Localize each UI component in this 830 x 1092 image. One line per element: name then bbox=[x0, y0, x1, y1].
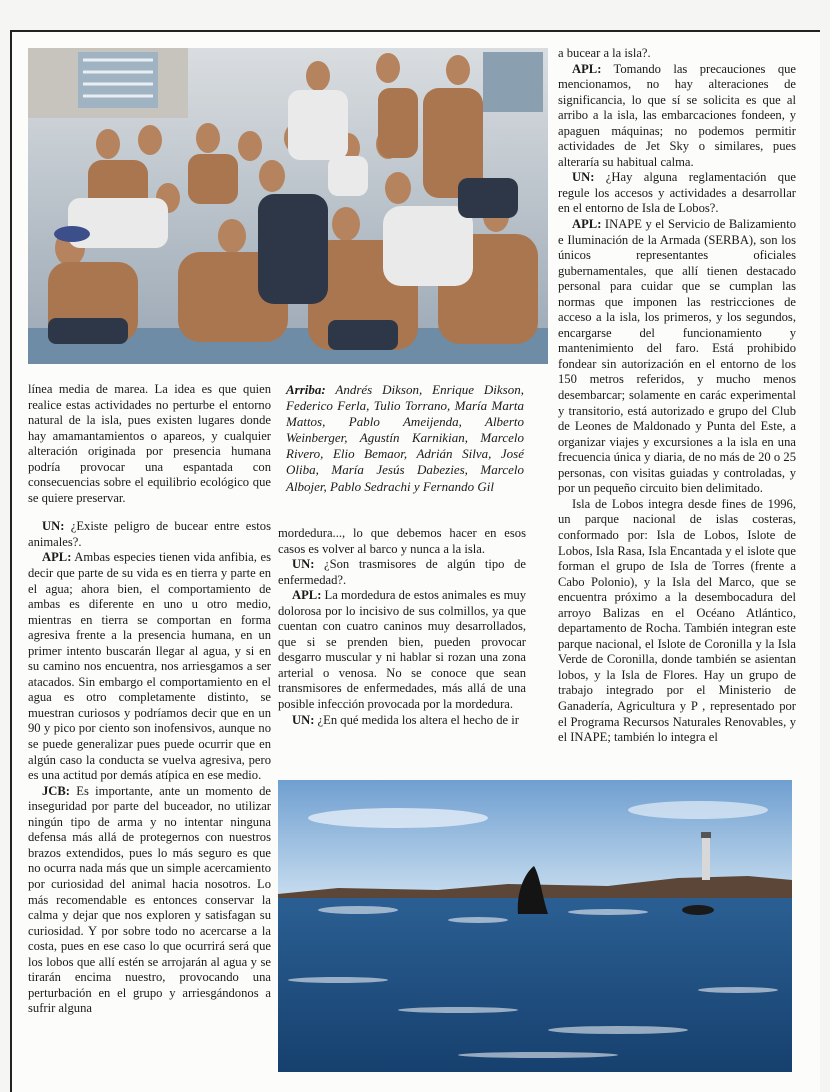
answer-paragraph bbox=[558, 62, 796, 171]
speaker-tag: JCB: bbox=[42, 783, 70, 798]
speaker-tag: UN: bbox=[42, 519, 65, 534]
paragraph-text: La mordedura de estos animales es muy dolorosa por lo incisivo de sus colmillos, ya que cuentan con cuatro caninos muy desarrollados, que si se prenden bien, pueden provocar desgarro muscular y ni hablar si rozan una zona arterial o venosa. No se conoce que sean transmisores de enfermedades, más allá de una posible infección provocada por la mordedura. bbox=[278, 588, 526, 712]
photo-caption bbox=[286, 382, 524, 495]
paragraph: línea media de marea. La idea es que quien realice estas actividades no perturbe el entorno natural de la isla, pues existen lugares donde hay amamantamientos o apareos, y cualquier alteración originada por presencia humana podría provocar una espantada con consecuencias sobre el equilibrio ecológico que se quiere preservar. bbox=[28, 382, 271, 505]
paragraph-text: Tomando las precauciones que mencionamos, no hay alteraciones de significancia, lo que sí se solicita es que al arribo a la isla, las embarcaciones fondeen, y apaguen máquinas; no podemos permitir actividades de Jet Sky o similares, pues alteraría su habitual calma. bbox=[558, 61, 796, 169]
paragraph-text: ¿Son trasmisores de algún tipo de enfermedad?. bbox=[278, 557, 526, 587]
paragraph-text: Ambas especies tienen vida anfibia, es decir que parte de su vida es en tierra y parte en el agua; ahora bien, el comportamiento de ambas es diferente en uno u otro medio, mientras en tierra se comportan en forma agresiva frente a la presencia humana, en un primer intento buscarán llegar al agua, y si en su camino nos encuentra, nos arriesgamos a ser atacados. Sin embargo el comportamiento en el agua es otro completamente distinto, se muestran curiosos y podríamos decir que en un 90 y pico por ciento son inofensivos, aunque no se puede generalizar pues puede ocurrir que en algún caso la conducta se vuelva agresiva, pero es una actitud por demás atípica en ese medio. bbox=[28, 550, 271, 783]
paragraph-text: INAPE y el Servicio de Balizamiento e Iluminación de la Armada (SERBA), son los únicos representantes oficiales gubernamentales, que allí tienen destacado personal para cuidar que se cumplan las normas que imponen las restricciones de acceso a la isla, los primeros, y los segundos, encargarse del funcionamiento y mantenimiento del faro. Está prohibido fondear sin autorización en el entorno de los 150 metros referidos, y mucho menos desembarcar; solamente en carác experimental y transitorio, está autorizado e grupo del Club de Leones de Maldonado y Punta del Este, a organizar viajes y excursiones a la isla en una frecuencia única y diaria, de no más de 20 o 25 personas, con visitas guiadas y controladas, y por un pequeño circuito bien delimitado. bbox=[558, 217, 796, 496]
question-paragraph bbox=[278, 713, 526, 729]
caption-text: Andrés Dikson, Enrique Dikson, Federico Ferla, Tulio Torrano, María Marta Mattos, Pablo Ameijenda, Alberto Weinberger, Agustín Karnikian, Marcelo Rivero, Elio Bemaor, Adrián Silva, José Oliba, María Jesús Dabezies, Marcelo Albojer, Pablo Sedrachi y Fernando Gil bbox=[286, 382, 524, 494]
answer-paragraph bbox=[278, 588, 526, 712]
question-paragraph bbox=[558, 170, 796, 217]
answer-paragraph bbox=[558, 217, 796, 497]
paragraph-text: ¿Hay alguna reglamentación que regule los accesos y actividades a desarrollar en el entorno de Isla de Lobos?. bbox=[558, 170, 796, 216]
group-photo-icon bbox=[28, 48, 548, 364]
article-column-middle bbox=[278, 526, 526, 728]
paragraph: Isla de Lobos integra desde fines de 1996, un parque nacional de islas costeras, conformado por: Isla de Lobos, Islote de Lobos, Isla Rasa, Isla Encantada y el islote que forman el grupo de Isla de Torres (frente a Cabo Polonio), y la Isla del Marco, que se encuentra próximo a la desembocadura del arroyo Balizas en el Océano Atlántico, departamento de Rocha. También integran este parque nacional, el Islote de Coronilla y la Isla Verde de Coronilla, donde también se asientan lobos, y la Isla de Flores. Hay un grupo de trabajo integrado por el Ministerio de Ganadería, Agricultura y P , representado por el Programa Recursos Naturales Renovables, y el INAPE; también lo integra el bbox=[558, 496, 796, 745]
paragraph: a bucear a la isla?. bbox=[558, 46, 651, 60]
speaker-tag: APL: bbox=[292, 588, 322, 603]
speaker-tag: UN: bbox=[292, 557, 315, 572]
paragraph-text: Es importante, ante un momento de inseguridad por parte del buceador, no utilizar ningún tipo de arma y no intentar ninguna defensa más allá de protegernos con nuestros brazos extendidos, pues lo más seguro es que no ocurra nada más que un simple acercamiento por curiosidad del animal hacia nosotros. Lo más recomendable es entonces conservar la calma y dejar que nos exploren y satisfagan su curiosidad. Y por sobre todo no acercarse a la costa, pues en ese caso lo que ocurrirá será que los lobos que allí estén se arrojarán al agua y se tirarán encima nuestro, provocando una perturbación en el grupo y arriesgándonos a sufrir alguna bbox=[28, 783, 271, 1016]
article-column-right bbox=[558, 46, 796, 746]
speaker-tag: APL: bbox=[572, 217, 602, 232]
answer-paragraph bbox=[28, 550, 271, 783]
article-column-left bbox=[28, 382, 271, 1017]
magazine-page bbox=[10, 30, 820, 1092]
question-paragraph bbox=[28, 519, 271, 550]
speaker-tag: APL: bbox=[572, 61, 602, 76]
sea-lion-near-lighthouse-photo-icon bbox=[278, 780, 792, 1072]
paragraph: mordedura..., lo que debemos hacer en esos casos es volver al barco y nunca a la isla. bbox=[278, 526, 526, 556]
speaker-tag: APL: bbox=[42, 550, 72, 565]
sea-lion-photo bbox=[278, 780, 792, 1072]
paragraph-text: ¿En qué medida los altera el hecho de ir bbox=[314, 712, 519, 727]
answer-paragraph bbox=[28, 784, 271, 1017]
speaker-tag: UN: bbox=[572, 170, 595, 185]
caption-label: Arriba: bbox=[286, 382, 326, 397]
group-photo bbox=[28, 48, 548, 364]
paragraph-text: ¿Existe peligro de bucear entre estos animales?. bbox=[28, 519, 271, 549]
speaker-tag: UN: bbox=[292, 712, 315, 727]
question-paragraph bbox=[278, 557, 526, 588]
